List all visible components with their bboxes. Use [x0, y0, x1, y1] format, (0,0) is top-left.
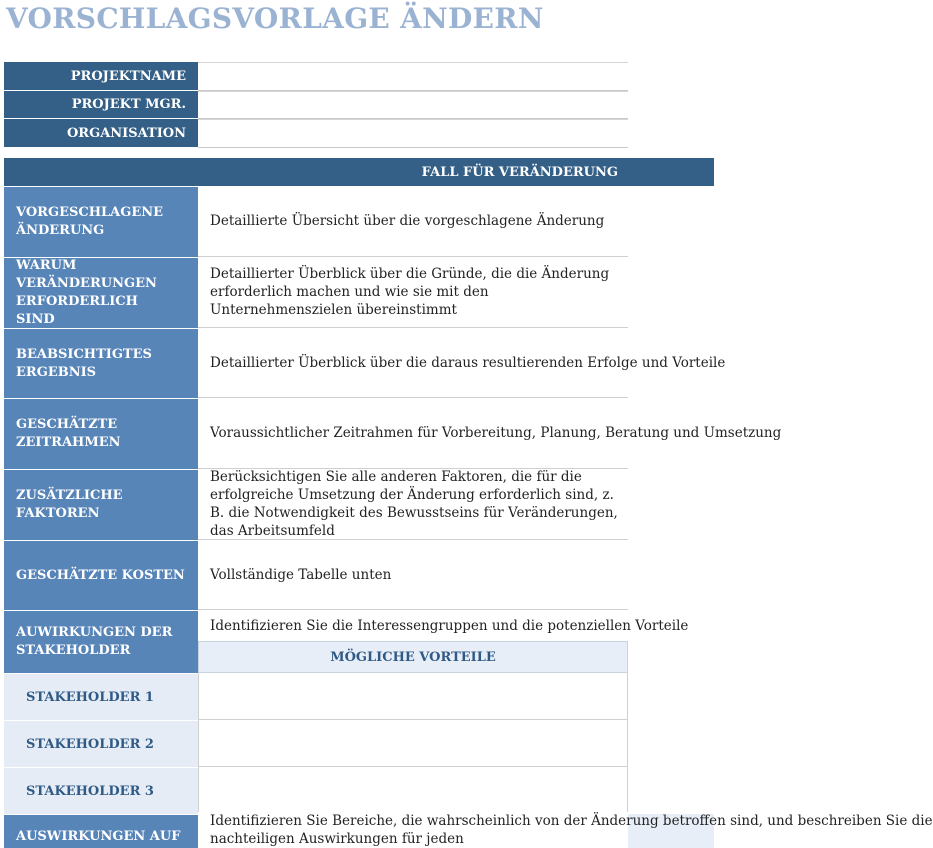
section-label-kosten: GESCHÄTZTE KOSTEN: [4, 540, 198, 610]
section-text-auswirkungen[interactable]: [198, 812, 933, 848]
section-text-warum[interactable]: [198, 257, 628, 328]
projektname-field[interactable]: [198, 62, 628, 91]
section-label-faktoren: ZUSÄTZLICHE FAKTOREN: [4, 469, 198, 540]
section-label-auswirkungen: AUSWIRKUNGEN AUF: [4, 814, 198, 848]
section-label-stakeholder: AUWIRKUNGEN DER STAKEHOLDER: [4, 610, 198, 673]
stakeholder-label-1: STAKEHOLDER 1: [4, 673, 198, 720]
impact-text-line-2: nachteiligen Auswirkungen für jeden: [210, 831, 464, 847]
section-label-zeitrahmen: GESCHÄTZTE ZEITRAHMEN: [4, 398, 198, 469]
section-text-faktoren[interactable]: [198, 469, 628, 540]
projektname-label: PROJEKTNAME: [4, 62, 198, 91]
stakeholder-field-2[interactable]: [198, 720, 628, 767]
section-banner: FALL FÜR VERÄNDERUNG: [4, 158, 714, 186]
section-label-warum: WARUM VERÄNDERUNGEN ERFORDERLICH SIND: [4, 257, 198, 328]
stakeholder-field-1[interactable]: [198, 673, 628, 720]
section-text-vorgeschlagene-aenderung[interactable]: Detaillierte Übersicht über die vorgeschlagene Änderung: [198, 186, 628, 257]
stakeholder-label-3: STAKEHOLDER 3: [4, 767, 198, 814]
organisation-field[interactable]: [198, 119, 628, 148]
page-title: VORSCHLAGSVORLAGE ÄNDERN: [6, 2, 544, 35]
section-text-ergebnis[interactable]: Detaillierter Überblick über die daraus resultierenden Erfolge und Vorteile: [198, 328, 628, 398]
section-label-ergebnis: BEABSICHTIGTES ERGEBNIS: [4, 328, 198, 398]
section-text-kosten[interactable]: Vollständige Tabelle unten: [198, 540, 628, 610]
section-label-vorgeschlagene-aenderung: VORGESCHLAGENE ÄNDERUNG: [4, 186, 198, 257]
projekt-mgr-label: PROJEKT MGR.: [4, 91, 198, 119]
projekt-mgr-field[interactable]: [198, 91, 628, 119]
impact-text-line-1: Identifizieren Sie Bereiche, die wahrscheinlich von der Änderung betroffen sind, und beschreiben Sie die: [210, 813, 933, 829]
organisation-label: ORGANISATION: [4, 119, 198, 148]
section-text-warum-content: Detaillierter Überblick über die Gründe, die die Änderung erforderlich machen und wie sie mit den Unternehmenszielen übereinstimmt: [210, 266, 610, 318]
stakeholder-label-2: STAKEHOLDER 2: [4, 720, 198, 767]
section-text-stakeholder[interactable]: Identifizieren Sie die Interessengruppen und die potenziellen Vorteile: [198, 610, 628, 641]
section-text-zeitrahmen[interactable]: Voraussichtlicher Zeitrahmen für Vorbereitung, Planung, Beratung und Umsetzung: [198, 398, 628, 469]
section-text-faktoren-content: Berücksichtigen Sie alle anderen Faktoren, die für die erfolgreiche Umsetzung der Änderung erforderlich sind, z. B. die Notwendigkeit des Bewusstseins für Veränderungen, das Arbeitsumfeld: [210, 469, 618, 539]
stakeholder-field-3[interactable]: [198, 767, 628, 814]
column-header-vorteile: MÖGLICHE VORTEILE: [198, 641, 628, 673]
